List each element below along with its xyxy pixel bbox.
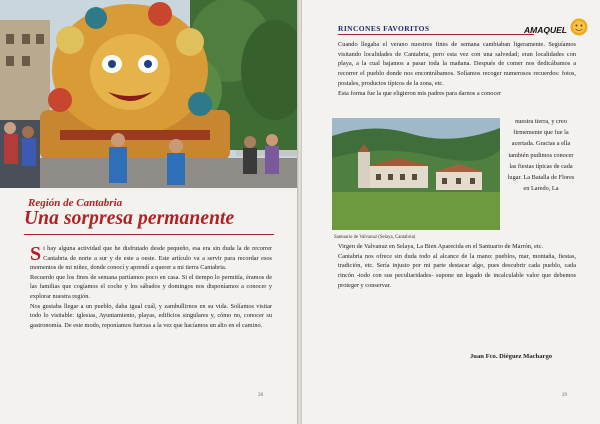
dropcap: S (30, 243, 42, 265)
logo-text: AMAQUEL (524, 25, 567, 35)
section-title: RINCONES FAVORITOS (338, 24, 430, 33)
sanctuary-photo (332, 118, 500, 230)
paragraph: Nos gustaba llegar a un pueblo, daba igual cuál, y zambullirnos en su vida. Solíamos visitar todo lo visitable: iglesias, Ayuntamiento, playas, edificios singulares y, cómo no, conocer su gastronomía. De este modo, reponíamos fuerzas a la vez que hacíamos un alto en el camino. (30, 302, 272, 329)
paragraph: Cuando llegaba el verano nuestros fines de semana cambiaban ligeramente. Seguíamos visitando localidades de Cantabria, pero esta vez con una salvedad; eran localidades con playa, a la cual bajamos a pasar toda la mañana. Después de comer nos dedicábamos a recorrer el pueblo donde nos encontrábamos. Solíamos recoger numerosos recuerdos: fotos, postales, productos típicos de la zona, etc. (338, 41, 576, 87)
magazine-logo (522, 16, 590, 42)
paragraph: Esta forma fue la que eligieron mis padres para darnos a conocer (338, 89, 502, 97)
paragraph: Virgen de Valvanuz en Selaya, La Bien Aparecida en el Santuario de Marrón, etc. (338, 243, 544, 250)
headline-rule (24, 234, 274, 235)
paragraph-text: i hay alguna actividad que he disfrutado desde pequeño, esa era sin duda la de recorrer Cantabria de norte a sur y de este a oeste. Este artículo va a servir para recordar esos momentos de mi niñez, donde conocí y aprendí a querer a mi tierra Cantabria. (30, 245, 272, 272)
left-body-text (30, 244, 272, 330)
author-signature: Juan Fco. Diéguez Machargo (470, 353, 553, 360)
region-kicker: Región de Cantabria (28, 197, 123, 209)
right-body-text (338, 40, 576, 98)
left-page (0, 0, 298, 424)
right-page (302, 0, 600, 424)
side-column-text: nuestra tierra, y creo firmemente que fue la acertada. Gracias a ella también pudimos conocer las fiestas típicas de cada lugar. La Batalla de Flores en Laredo, La (507, 118, 575, 193)
section-rule (338, 34, 534, 35)
right-body-text-lower (338, 242, 576, 291)
paragraph: Cantabria nos ofrece sin duda todo al alcance de la mano: pueblos, mar, montaña, fiestas, tradición, etc. Sería injusto por mi parte destacar algo, pues descubrir cada pueblo, cada rincón -todo con sus peculiaridades- supone un legado de incalculable valor que debemos proteger y conservar. (338, 252, 576, 289)
page-number: 29 (562, 393, 567, 398)
page-number: 28 (258, 393, 263, 398)
paragraph: Recuerdo que los fines de semana partíamos poco en casa. Si el tiempo lo permitía, éramos de las familias que cogíamos el coche y los sábados y domingos nos disponíamos a conocer y explorar nuestra región. (30, 273, 272, 300)
photo-caption: Santuario de Valvanuz (Selaya, Cantabria) (334, 235, 416, 240)
paragraph (30, 244, 272, 273)
article-headline: Una sorpresa permanente (24, 208, 235, 229)
carnival-float-photo (0, 0, 298, 188)
